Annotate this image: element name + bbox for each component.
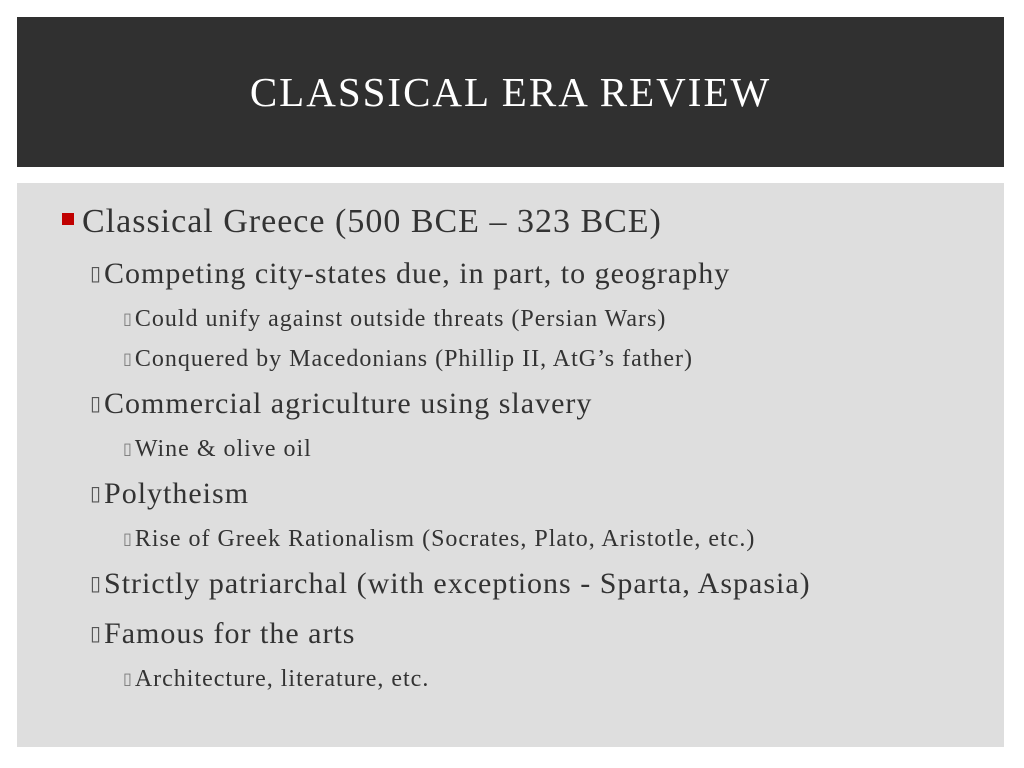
bullet-text: Polytheism (104, 477, 250, 510)
sub-bullet-icon: ▯ (123, 309, 133, 328)
bullet-level2 (90, 617, 355, 651)
bullet-text: Commercial agriculture using slavery (104, 387, 593, 420)
bullet-text: Conquered by Macedonians (Phillip II, AtG’s father) (134, 346, 694, 372)
bullet-text: Rise of Greek Rationalism (Socrates, Plato, Aristotle, etc.) (134, 526, 756, 552)
sub-bullet-icon: ▯ (123, 349, 133, 368)
sub-bullet-icon: ▯ (123, 669, 133, 688)
red-square-bullet-icon (62, 213, 74, 225)
bullet-level3 (123, 666, 429, 693)
bullet-level3 (123, 526, 755, 553)
bullet-text: Classical Greece (500 BCE – 323 BCE) (82, 203, 662, 240)
sub-bullet-icon: ▯ (123, 439, 133, 458)
bullet-text: Famous for the arts (104, 617, 356, 650)
bullet-level3 (123, 306, 666, 333)
bullet-text: Architecture, literature, etc. (134, 666, 430, 692)
sub-bullet-icon: ▯ (123, 529, 133, 548)
bullet-level2 (90, 387, 592, 421)
bullet-level3 (123, 346, 693, 373)
bullet-level2 (90, 477, 249, 511)
bullet-level2 (90, 567, 811, 601)
content-panel (17, 183, 1004, 747)
bullet-level2 (90, 257, 730, 291)
sub-bullet-icon: ▯ (90, 571, 103, 595)
bullet-level1 (62, 203, 662, 241)
sub-bullet-icon: ▯ (90, 391, 103, 415)
bullet-text: Wine & olive oil (134, 436, 312, 462)
slide-title: CLASSICAL ERA REVIEW (249, 69, 772, 115)
title-bar (17, 17, 1004, 167)
bullet-text: Strictly patriarchal (with exceptions - Sparta, Aspasia) (104, 567, 811, 600)
sub-bullet-icon: ▯ (90, 621, 103, 645)
sub-bullet-icon: ▯ (90, 481, 103, 505)
sub-bullet-icon: ▯ (90, 261, 103, 285)
bullet-level3 (123, 436, 312, 463)
bullet-text: Competing city-states due, in part, to geography (104, 257, 731, 290)
bullet-text: Could unify against outside threats (Persian Wars) (134, 306, 667, 332)
